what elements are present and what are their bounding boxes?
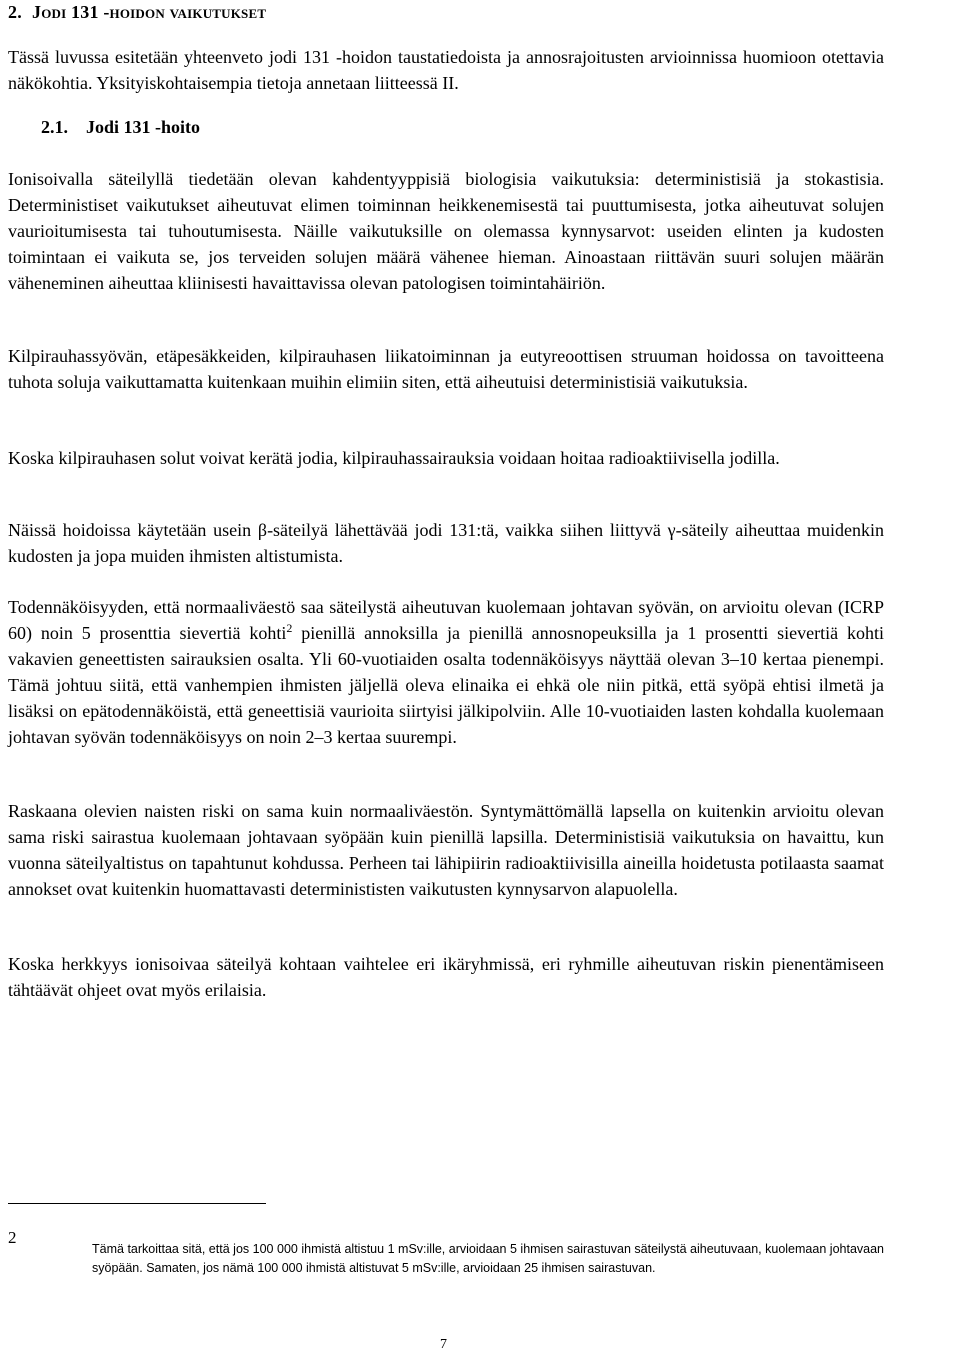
section-title: Jodi 131 -hoidon vaikutukset bbox=[32, 2, 267, 22]
paragraph-pregnancy: Raskaana olevien naisten riski on sama kuin normaaliväestön. Syntymättömällä lapsella on kuitenkin arvioitu olevan sama riski sairastua kuolemaan johtavaan syöpään kuin pienillä lapsilla. Deterministisiä vaikutuksia on havaittu, kun vuonna säteilyaltistus on tapahtunut kohdussa. Perheen tai lähipiirin radioaktiivisilla aineilla hoidetusta potilaasta saamat annokset ovat kuitenkin huomattavasti determinististen vaikutusten kynnysarvon alapuolella. bbox=[8, 801, 884, 899]
paragraph-treatment-goal: Kilpirauhassyövän, etäpesäkkeiden, kilpirauhasen liikatoiminnan ja eutyreoottisen struuman hoidossa on tavoitteena tuhota soluja vaikuttamatta kuitenkaan muihin elimiin siten, että aiheutuisi deterministisiä vaikutuksia. bbox=[8, 346, 884, 392]
paragraph-beta-gamma: Näissä hoidoissa käytetään usein β-säteilyä lähettävää jodi 131:tä, vaikka siihen liittyvä γ-säteily aiheuttaa muidenkin kudosten ja jopa muiden ihmisten altistumista. bbox=[8, 520, 884, 566]
section-heading bbox=[8, 2, 266, 23]
footnote-separator bbox=[8, 1203, 266, 1204]
paragraph-iodine-uptake: Koska kilpirauhasen solut voivat kerätä jodia, kilpirauhassairauksia voidaan hoitaa radioaktiivisella jodilla. bbox=[8, 448, 780, 468]
risk-text-end: pienillä annoksilla ja pienillä annosnopeuksilla ja 1 prosentti sievertiä kohti vakavien geneettisten sairauksien osalta. Yli 60-vuotiaiden osalta todennäköisyys näyttää olevan 3–10 kertaa pienempi. Tämä johtuu siitä, että vanhempien ihmisten jäljellä oleva elinaika ei ehkä ole niin pitkä, että syöpä ehtisi ilmetä ja lisäksi on epätodennäköistä, että geneettisiä vaurioita siirtyisi jälkipolviin. Alle 10-vuotiaiden lasten kohdalla kuolemaan johtavan syövän todennäköisyys on noin 2–3 kertaa suurempi. bbox=[8, 623, 885, 747]
paragraph-risk-estimates bbox=[8, 594, 884, 750]
footnote-number: 2 bbox=[8, 1228, 17, 1247]
intro-paragraph: Tässä luvussa esitetään yhteenveto jodi 131 -hoidon taustatiedoista ja annosrajoitusten arvioinnissa huomioon otettavia näkökohtia. Yksityiskohtaisempia tietoja annetaan liitteessä II. bbox=[8, 47, 884, 93]
risk-text-start: Todennäköisyyden, että normaaliväestö saa säteilystä aiheutuvan kuolemaan johtavan syövän, on arvioitu olevan (ICRP 60) noin 5 prosenttia sievertiä kohti bbox=[8, 597, 884, 643]
footnote-reference: 2 bbox=[286, 621, 293, 635]
page-number: 7 bbox=[440, 1337, 447, 1352]
paragraph-effects: Ionisoivalla säteilyllä tiedetään olevan kahdentyyppisiä biologisia vaikutuksia: deterministisiä ja stokastisia. Deterministiset vaikutukset aiheutuvat elimen toiminnan heikkenemisestä tai puuttumisesta, jotka aiheutuvat solujen vaurioitumisesta tai tuhoutumisesta. Näille vaikutuksille on olemassa kynnysarvot: useiden elinten ja kudosten toimintaan ei vaikuta se, jos terveiden solujen määrä vähenee hieman. Ainoastaan riittävän suuri solujen määrän väheneminen aiheuttaa kliinisesti havaittavissa olevan patologisen toimintahäiriön. bbox=[8, 169, 884, 293]
subsection-title: Jodi 131 -hoito bbox=[86, 117, 201, 137]
section-number: 2. bbox=[8, 2, 22, 22]
subsection-heading bbox=[41, 117, 200, 138]
subsection-number: 2.1. bbox=[41, 117, 68, 137]
footnote-text: Tämä tarkoittaa sitä, että jos 100 000 ihmistä altistuu 1 mSv:ille, arvioidaan 5 ihmisen sairastuvan säteilystä aiheutuvaan, kuolemaan johtavaan syöpään. Samaten, jos nämä 100 000 ihmistä altistuvat 5 mSv:ille, arvioidaan 25 ihmisen sairastuvan. bbox=[92, 1242, 884, 1275]
paragraph-age-groups: Koska herkkyys ionisoivaa säteilyä kohtaan vaihtelee eri ikäryhmissä, eri ryhmille aiheutuvan riskin pienentämiseen tähtäävät ohjeet ovat myös erilaisia. bbox=[8, 954, 884, 1000]
